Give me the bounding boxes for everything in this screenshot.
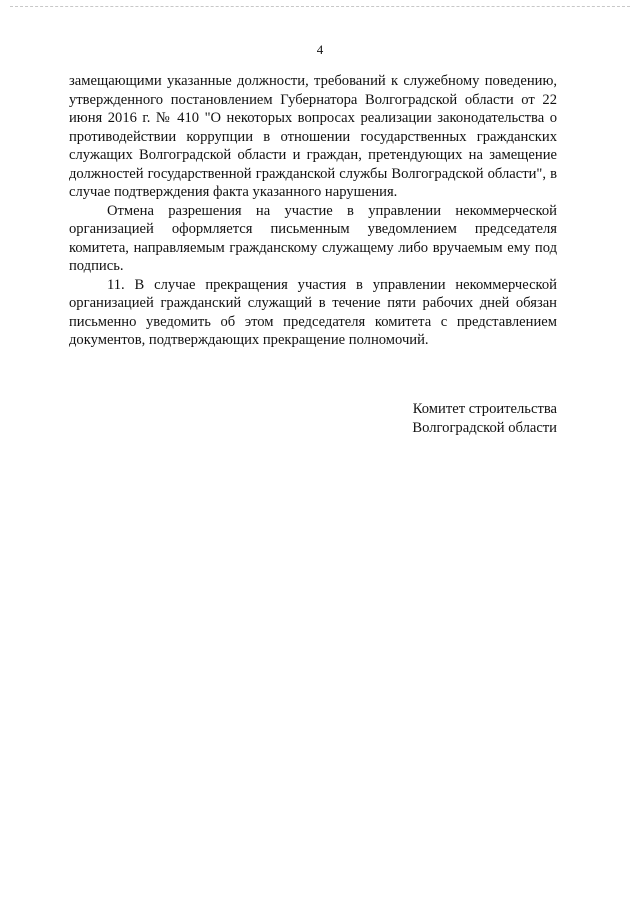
paragraph-item-11: 11. В случае прекращения участия в управлении некоммерческой организацией гражданский служащий в течение пяти рабочих дней обязан письменно уведомить об этом председателя комитета с представлением документов, подтверждающих прекращение полномочий. (69, 276, 557, 348)
scan-edge-line (10, 6, 630, 7)
document-body (69, 72, 557, 350)
page-number: 4 (316, 42, 324, 57)
paragraph-revocation: Отмена разрешения на участие в управлении некоммерческой организацией оформляется письменным уведомлением председателя комитета, направляемым гражданскому служащему либо вручаемым ему под подпись. (69, 202, 557, 274)
signature-line-1: Комитет строительства (412, 401, 557, 417)
signature-block (360, 400, 557, 438)
signature-line-2: Волгоградской области (412, 420, 557, 436)
paragraph-continuation: замещающими указанные должности, требований к служебному поведению, утвержденного постановлением Губернатора Волгоградской области от 22 июня 2016 г. № 410 "О некоторых вопросах реализации законодательства о противодействии коррупции в отношении государственных гражданских служащих Волгоградской области и граждан, претендующих на замещение должностей государственной гражданской службы Волгоградской области", в случае подтверждения факта указанного нарушения. (69, 73, 557, 200)
